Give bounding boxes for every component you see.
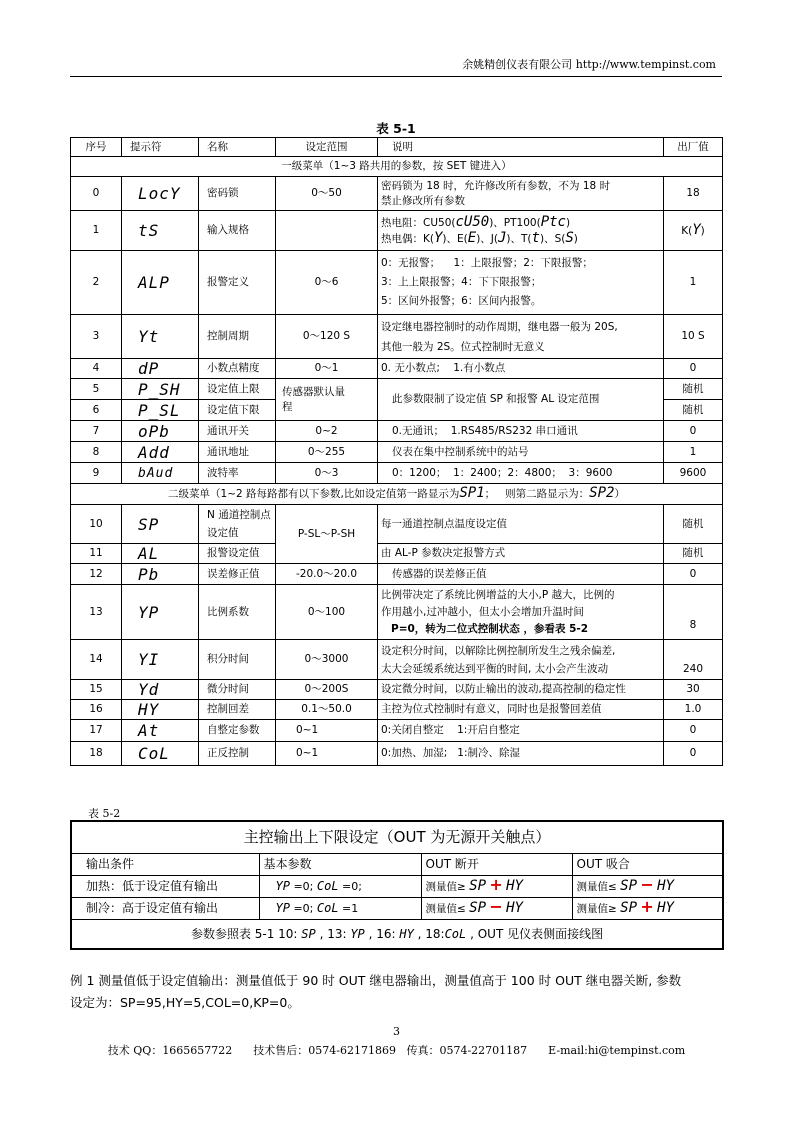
col-header: OUT 断开 bbox=[421, 853, 572, 875]
param-range: 0～200S bbox=[276, 680, 378, 700]
output-condition: 加热：低于设定值有输出 bbox=[71, 875, 259, 897]
prompt-code: bAud bbox=[122, 463, 199, 484]
out-off: 测量值≥ SP + HY bbox=[421, 875, 572, 897]
prompt-code: SP bbox=[122, 505, 199, 544]
table-row bbox=[71, 742, 723, 766]
section-header: 一级菜单（1~3 路共用的参数，按 SET 键进入） bbox=[71, 157, 723, 177]
row-no: 18 bbox=[71, 742, 122, 766]
param-default: 8 bbox=[664, 585, 723, 640]
prompt-code: Pb bbox=[122, 564, 199, 585]
param-default: 随机 bbox=[664, 544, 723, 564]
param-range: 0～3 bbox=[276, 463, 378, 484]
param-name: 设定值下限 bbox=[199, 400, 276, 421]
table-row bbox=[71, 463, 723, 484]
table-row bbox=[71, 585, 723, 640]
row-no: 11 bbox=[71, 544, 122, 564]
col-header: 序号 bbox=[71, 138, 122, 157]
row-no: 4 bbox=[71, 359, 122, 379]
param-desc: 0:加热、加湿; 1:制冷、除湿 bbox=[378, 742, 664, 766]
col-header: 说明 bbox=[378, 138, 664, 157]
param-default: 随机 bbox=[664, 379, 723, 400]
param-desc: 0.无通讯； 1.RS485/RS232 串口通讯 bbox=[378, 421, 664, 442]
prompt-code: P_SH bbox=[122, 379, 199, 400]
param-desc: 设定积分时间，以解除比例控制所发生之残余偏差, 太大会延缓系统达到平衡的时间, 太小会产生波动 bbox=[378, 640, 664, 680]
table-row bbox=[71, 544, 723, 564]
example-text: 例 1 测量值低于设定值输出：测量值低于 90 时 OUT 继电器输出，测量值高于 100 时 OUT 继电器关断, 参数 设定为：SP=95,HY=5,COL=0,KP=0。 bbox=[70, 973, 682, 1010]
table2-title: 主控输出上下限设定（OUT 为无源开关触点） bbox=[71, 821, 723, 853]
param-default: 0 bbox=[664, 564, 723, 585]
table-row bbox=[71, 421, 723, 442]
table-row bbox=[71, 897, 723, 919]
param-range: -20.0～20.0 bbox=[276, 564, 378, 585]
prompt-code: ALP bbox=[122, 251, 199, 315]
param-default: 30 bbox=[664, 680, 723, 700]
table-row bbox=[71, 700, 723, 720]
param-default: 9600 bbox=[664, 463, 723, 484]
param-desc: 设定微分时间，以防止输出的波动,提高控制的稳定性 bbox=[378, 680, 664, 700]
param-name: 小数点精度 bbox=[199, 359, 276, 379]
row-no: 1 bbox=[71, 211, 122, 251]
prompt-code: YI bbox=[122, 640, 199, 680]
param-range: 0～6 bbox=[276, 251, 378, 315]
table-row bbox=[71, 177, 723, 211]
basic-params: YP =0; CoL =0; bbox=[259, 875, 421, 897]
table-row bbox=[71, 505, 723, 544]
prompt-code: P_SL bbox=[122, 400, 199, 421]
param-range: 0～120 S bbox=[276, 315, 378, 359]
param-desc: 仪表在集中控制系统中的站号 bbox=[378, 442, 664, 463]
header-rule bbox=[70, 76, 722, 77]
param-desc: 0:关闭自整定 1:开启自整定 bbox=[378, 720, 664, 742]
param-range: 0~2 bbox=[276, 421, 378, 442]
col-header: 输出条件 bbox=[71, 853, 259, 875]
prompt-code: CoL bbox=[122, 742, 199, 766]
row-no: 7 bbox=[71, 421, 122, 442]
parameter-table bbox=[70, 137, 723, 766]
table2-note: 参数参照表 5-1 10: SP , 13: YP , 16: HY , 18:CoL , OUT 见仪表侧面接线图 bbox=[71, 919, 723, 949]
company-url: http://www.tempinst.com bbox=[575, 58, 716, 71]
table-row bbox=[71, 379, 723, 400]
table-row bbox=[71, 680, 723, 700]
param-range: 传感器默认量 程 bbox=[276, 379, 378, 421]
param-desc: 密码锁为 18 时，允许修改所有参数，不为 18 时 禁止修改所有参数 bbox=[378, 177, 664, 211]
param-name: 控制周期 bbox=[199, 315, 276, 359]
row-no: 8 bbox=[71, 442, 122, 463]
table-row bbox=[71, 251, 723, 315]
param-default: 0 bbox=[664, 359, 723, 379]
param-name: 报警设定值 bbox=[199, 544, 276, 564]
table-row bbox=[71, 720, 723, 742]
param-desc: 0：1200； 1：2400；2：4800； 3：9600 bbox=[378, 463, 664, 484]
param-desc: 0：无报警； 1：上限报警；2：下限报警； 3：上上限报警；4：下下限报警； 5：区间外报警；6：区间内报警。 bbox=[378, 251, 664, 315]
table-row bbox=[71, 211, 723, 251]
row-no: 2 bbox=[71, 251, 122, 315]
param-range: 0~1 bbox=[276, 742, 378, 766]
param-desc: 0. 无小数点; 1.有小数点 bbox=[378, 359, 664, 379]
param-desc: 每一通道控制点温度设定值 bbox=[378, 505, 664, 544]
param-name: 积分时间 bbox=[199, 640, 276, 680]
company-name: 余姚精创仪表有限公司 bbox=[462, 58, 573, 71]
row-no: 6 bbox=[71, 400, 122, 421]
table-row bbox=[71, 315, 723, 359]
page-footer: 技术 QQ：1665657722 技术售后：0574-62171869 传真：0574-22701187 E-mail:hi@tempinst.com bbox=[107, 1044, 686, 1057]
param-range: P-SL～P-SH bbox=[276, 505, 378, 564]
out-on: 测量值≤ SP − HY bbox=[572, 875, 723, 897]
param-default: 随机 bbox=[664, 400, 723, 421]
param-name: 比例系数 bbox=[199, 585, 276, 640]
row-no: 5 bbox=[71, 379, 122, 400]
col-header: 提示符 bbox=[122, 138, 199, 157]
param-range: 0~1 bbox=[276, 720, 378, 742]
param-range: 0～255 bbox=[276, 442, 378, 463]
row-no: 12 bbox=[71, 564, 122, 585]
prompt-code: HY bbox=[122, 700, 199, 720]
prompt-code: At bbox=[122, 720, 199, 742]
param-default: 0 bbox=[664, 742, 723, 766]
output-condition: 制冷：高于设定值有输出 bbox=[71, 897, 259, 919]
table1-caption: 表 5-1 bbox=[376, 121, 416, 136]
prompt-code: Yt bbox=[122, 315, 199, 359]
col-header: 基本参数 bbox=[259, 853, 421, 875]
col-header: OUT 吸合 bbox=[572, 853, 723, 875]
param-default: 10 S bbox=[664, 315, 723, 359]
prompt-code: Yd bbox=[122, 680, 199, 700]
param-range: 0～50 bbox=[276, 177, 378, 211]
out-on: 测量值≥ SP + HY bbox=[572, 897, 723, 919]
param-default: 1 bbox=[664, 442, 723, 463]
basic-params: YP =0; CoL =1 bbox=[259, 897, 421, 919]
prompt-code: Add bbox=[122, 442, 199, 463]
table-row bbox=[71, 640, 723, 680]
prompt-code: AL bbox=[122, 544, 199, 564]
row-no: 14 bbox=[71, 640, 122, 680]
param-name: 设定值上限 bbox=[199, 379, 276, 400]
row-no: 10 bbox=[71, 505, 122, 544]
param-default: K(Y) bbox=[664, 211, 723, 251]
param-default: 1.0 bbox=[664, 700, 723, 720]
col-header: 出厂值 bbox=[664, 138, 723, 157]
param-name: 正反控制 bbox=[199, 742, 276, 766]
param-name: 自整定参数 bbox=[199, 720, 276, 742]
param-desc: 设定继电器控制时的动作周期，继电器一般为 20S, 其他一般为 2S。位式控制时无意义 bbox=[378, 315, 664, 359]
param-name: 输入规格 bbox=[199, 211, 276, 251]
param-name: N 通道控制点 设定值 bbox=[199, 505, 276, 544]
param-range bbox=[276, 211, 378, 251]
param-desc: 主控为位式控制时有意义，同时也是报警回差值 bbox=[378, 700, 664, 720]
table2-caption: 表 5-2 bbox=[88, 807, 121, 820]
param-name: 密码锁 bbox=[199, 177, 276, 211]
param-default: 随机 bbox=[664, 505, 723, 544]
row-no: 13 bbox=[71, 585, 122, 640]
row-no: 15 bbox=[71, 680, 122, 700]
param-desc: 比例带决定了系统比例增益的大小,P 越大，比例的 作用越小,过冲越小，但太小会增加升温时间 P=0，转为二位式控制状态 ，参看表 5-2 bbox=[378, 585, 664, 640]
section-header: 二级菜单（1~2 路每路都有以下参数,比如设定值第一路显示为SP1； 则第二路显示为：SP2） bbox=[71, 484, 723, 505]
table-row bbox=[71, 442, 723, 463]
row-no: 16 bbox=[71, 700, 122, 720]
page-header bbox=[0, 56, 716, 72]
param-desc: 传感器的误差修正值 bbox=[378, 564, 664, 585]
prompt-code: YP bbox=[122, 585, 199, 640]
param-default: 0 bbox=[664, 720, 723, 742]
param-name: 控制回差 bbox=[199, 700, 276, 720]
param-name: 报警定义 bbox=[199, 251, 276, 315]
param-range: 0.1～50.0 bbox=[276, 700, 378, 720]
table-row bbox=[71, 564, 723, 585]
prompt-code: dP bbox=[122, 359, 199, 379]
param-desc: 热电阻：CU50(cU50)、PT100(Ptc) 热电偶：K(Y)、E(E)、J(J)、T(t)、S(S) bbox=[378, 211, 664, 251]
param-name: 波特率 bbox=[199, 463, 276, 484]
param-name: 误差修正值 bbox=[199, 564, 276, 585]
prompt-code: oPb bbox=[122, 421, 199, 442]
output-limit-table bbox=[70, 820, 724, 950]
param-desc: 由 AL-P 参数决定报警方式 bbox=[378, 544, 664, 564]
param-name: 通讯地址 bbox=[199, 442, 276, 463]
col-header: 设定范围 bbox=[276, 138, 378, 157]
param-range: 0～3000 bbox=[276, 640, 378, 680]
param-range: 0～1 bbox=[276, 359, 378, 379]
param-default: 1 bbox=[664, 251, 723, 315]
param-desc: 此参数限制了设定值 SP 和报警 AL 设定范围 bbox=[378, 379, 664, 421]
table-row bbox=[71, 359, 723, 379]
param-range: 0～100 bbox=[276, 585, 378, 640]
param-name: 通讯开关 bbox=[199, 421, 276, 442]
row-no: 17 bbox=[71, 720, 122, 742]
row-no: 0 bbox=[71, 177, 122, 211]
prompt-code: tS bbox=[122, 211, 199, 251]
param-default: 18 bbox=[664, 177, 723, 211]
param-default: 240 bbox=[664, 640, 723, 680]
out-off: 测量值≤ SP − HY bbox=[421, 897, 572, 919]
prompt-code: LocY bbox=[122, 177, 199, 211]
page-number: 3 bbox=[393, 1025, 400, 1038]
row-no: 3 bbox=[71, 315, 122, 359]
param-default: 0 bbox=[664, 421, 723, 442]
col-header: 名称 bbox=[199, 138, 276, 157]
table-row bbox=[71, 875, 723, 897]
param-name: 微分时间 bbox=[199, 680, 276, 700]
row-no: 9 bbox=[71, 463, 122, 484]
